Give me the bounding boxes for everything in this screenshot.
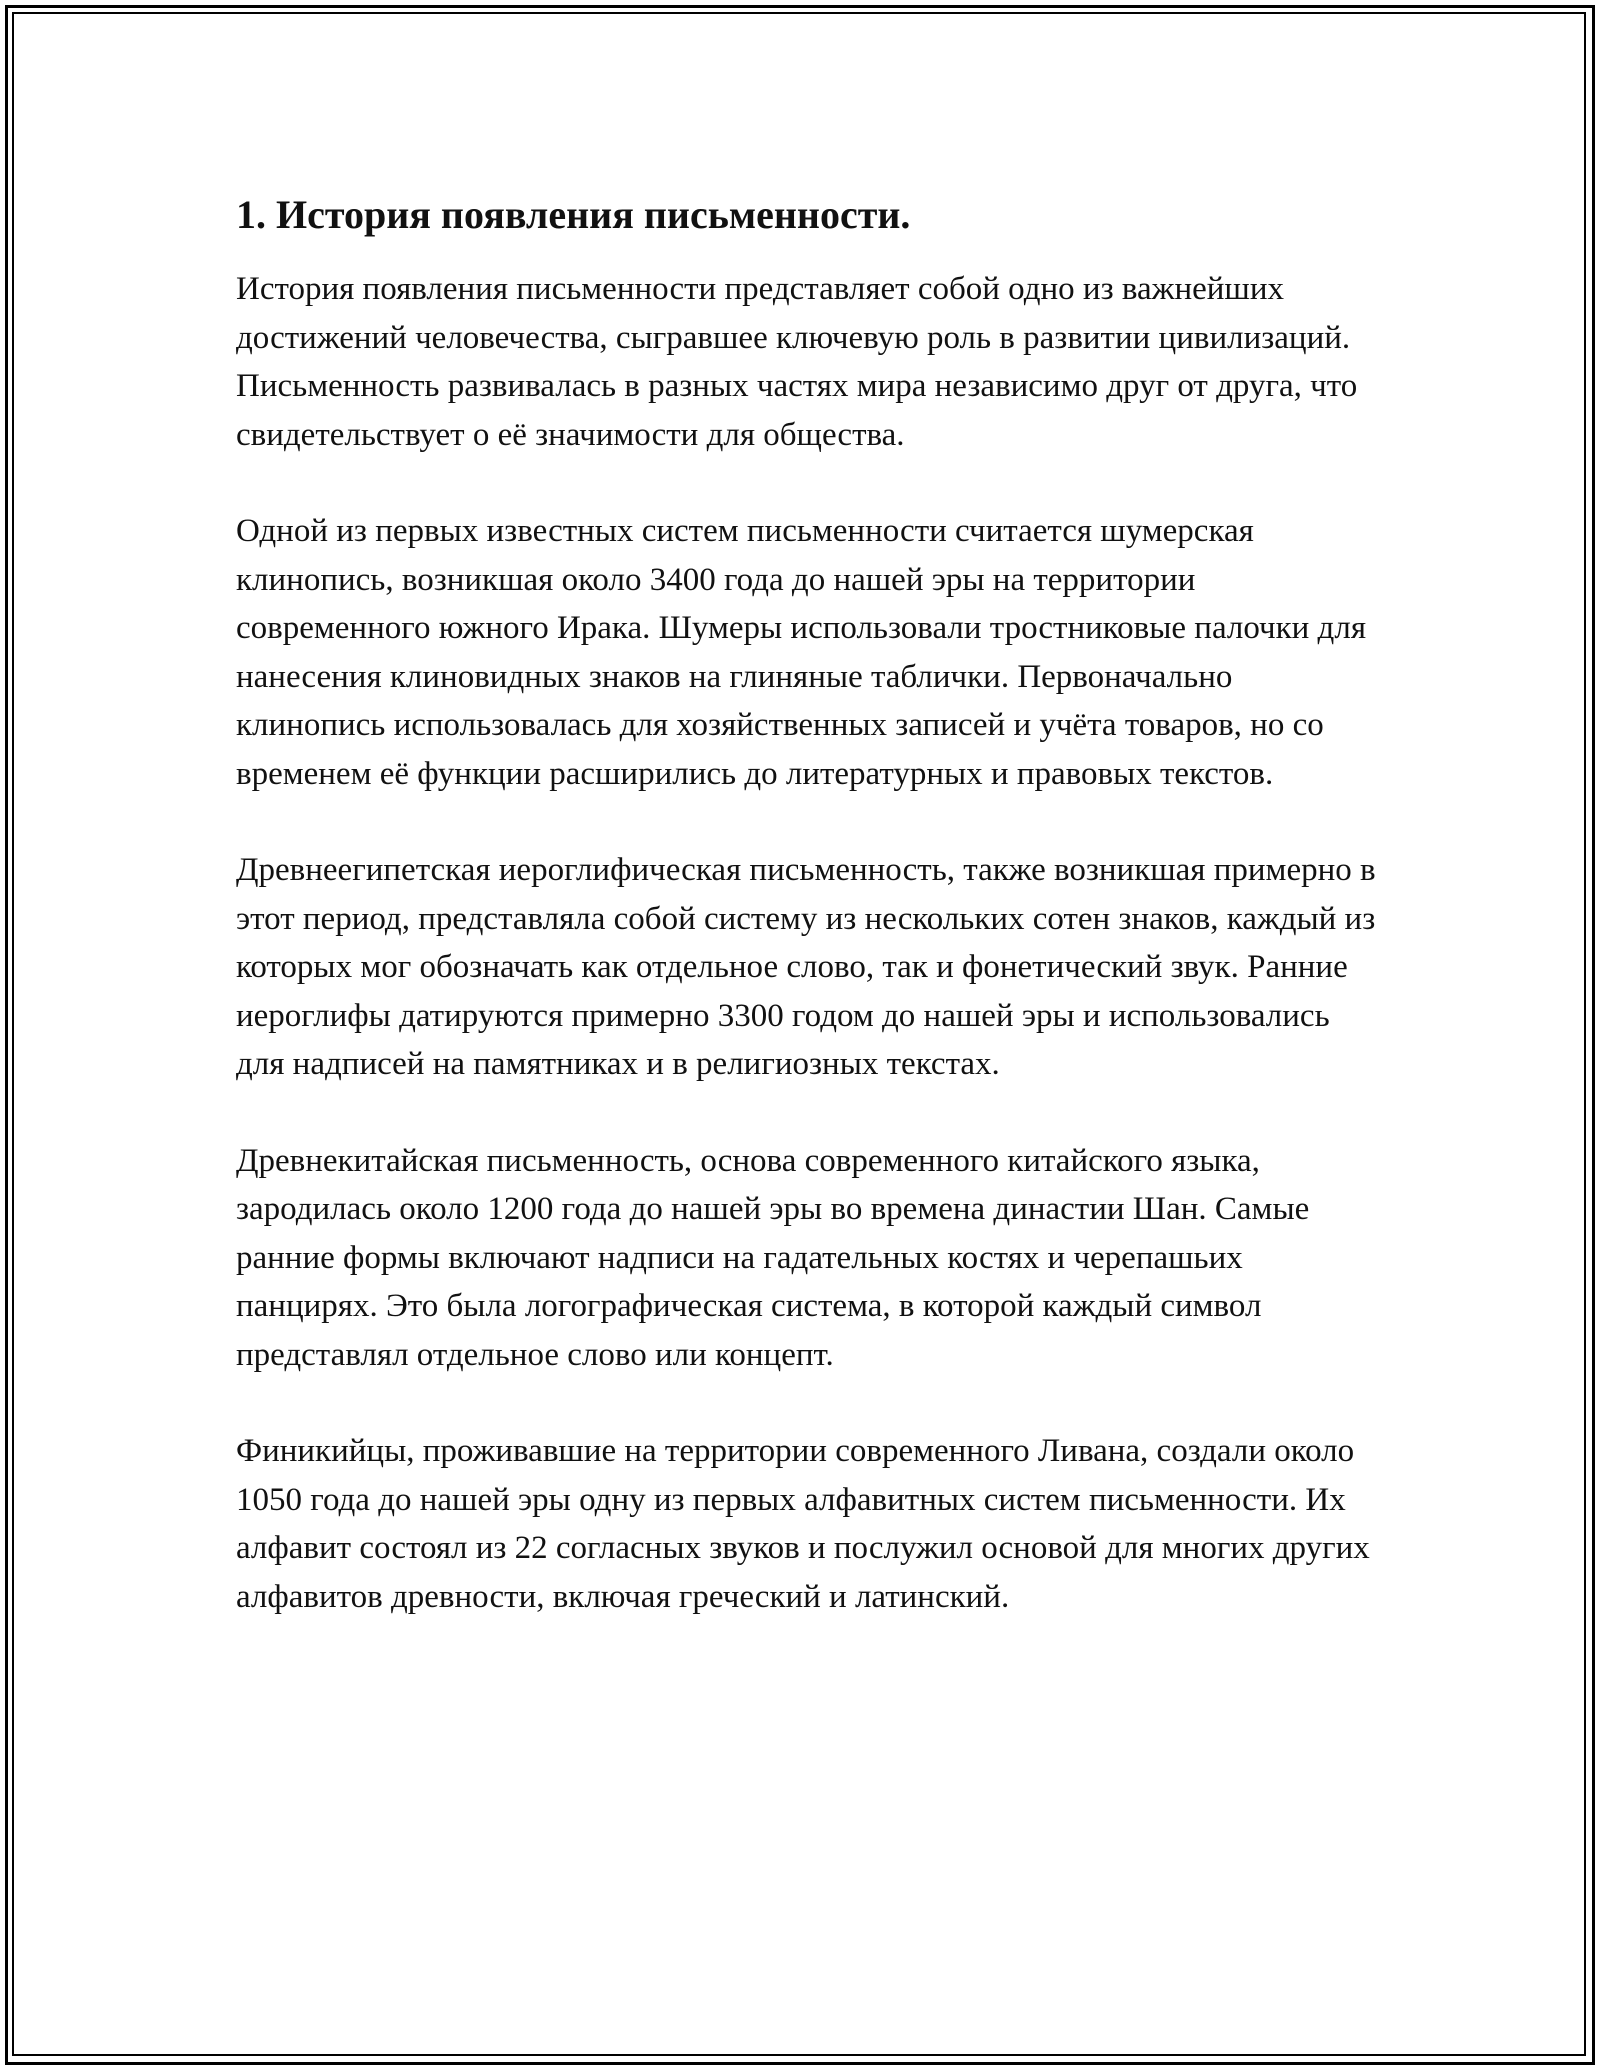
paragraph-intro: История появления письменности представляет собой одно из важнейших достижений человечества, сыгравшее ключевую роль в развитии цивилизаций. Письменность развивалась в разных частях мира независимо друг от друга, что свидетельствует о её значимости для общества.: [236, 271, 1358, 453]
paragraph-chinese: Древнекитайская письменность, основа современного китайского языка, зародилась около 1200 года до нашей эры во времена династии Шан. Самые ранние формы включают надписи на гадательных костях и черепашьих панцирях. Это была логографическая система, в которой каждый символ представлял отдельное слово или концепт.: [236, 1142, 1310, 1373]
paragraph-sumerian: Одной из первых известных систем письменности считается шумерская клинопись, возникшая около 3400 года до нашей эры на территории современного южного Ирака. Шумеры использовали тростниковые палочки для нанесения клиновидных знаков на глиняные таблички. Первоначально клинопись использовалась для хозяйственных записей и учёта товаров, но со временем её функции расширились до литературных и правовых текстов.: [236, 513, 1366, 792]
paragraph-phoenician: Финикийцы, проживавшие на территории современного Ливана, создали около 1050 года до нашей эры одну из первых алфавитных систем письменности. Их алфавит состоял из 22 согласных звуков и послужил основой для многих других алфавитов древности, включая греческий и латинский.: [236, 1433, 1370, 1615]
section-heading: 1. История появления письменности.: [236, 192, 911, 237]
document-body: [236, 185, 1376, 1621]
paragraph-egyptian: Древнеегипетская иероглифическая письменность, также возникшая примерно в этот период, представляла собой систему из нескольких сотен знаков, каждый из которых мог обозначать как отдельное слово, так и фонетический звук. Ранние иероглифы датируются примерно 3300 годом до нашей эры и использовались для надписей на памятниках и в религиозных текстах.: [236, 852, 1376, 1082]
